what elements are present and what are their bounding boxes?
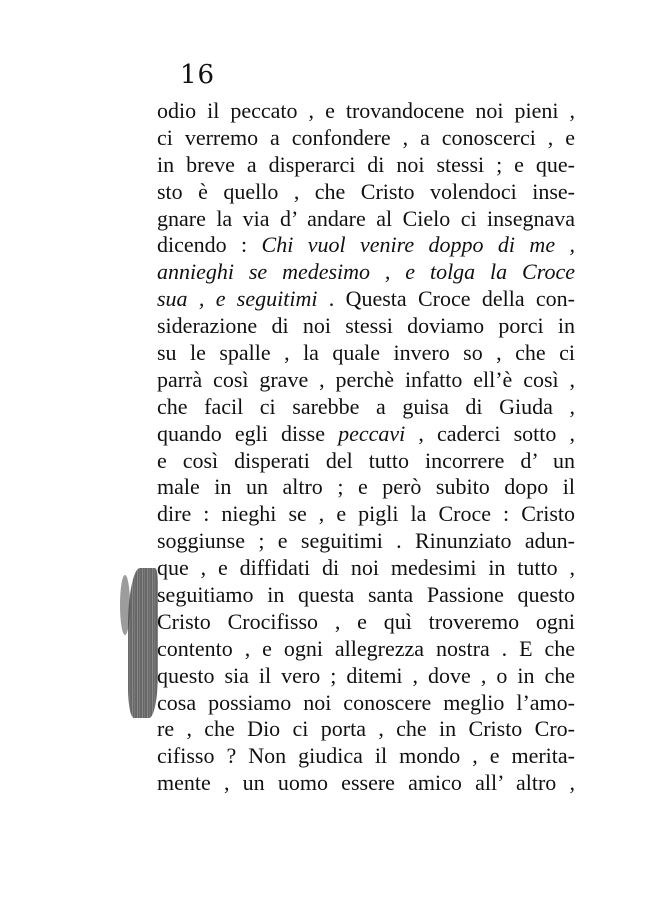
text-line: sua , e seguitimi . Questa Croce della con-: [157, 286, 575, 312]
text-line: seguitiamo in questa santa Passione questo: [157, 582, 575, 608]
text-line: dire : nieghi se , e pigli la Croce : Cristo: [157, 501, 575, 527]
text-line: male in un altro ; e però subito dopo il: [157, 474, 575, 500]
text-line: su le spalle , la quale invero so , che ci: [157, 340, 575, 366]
text-line: contento , e ogni allegrezza nostra . E che: [157, 635, 575, 661]
text-line: re , che Dio ci porta , che in Cristo Cro-: [157, 716, 575, 742]
ink-smudge-small: [120, 575, 130, 635]
text-line: in breve a disperarci di noi stessi ; e que-: [157, 151, 575, 177]
text-line: cifisso ? Non giudica il mondo , e merita-: [157, 743, 575, 769]
text-line: siderazione di noi stessi doviamo porci in: [157, 313, 575, 339]
text-line: cosa possiamo noi conoscere meglio l’amo-: [157, 689, 575, 715]
text-line: sto è quello , che Cristo volendoci inse-: [157, 178, 575, 204]
text-line: mente , un uomo essere amico all’ altro ,: [157, 770, 575, 796]
text-line: che facil ci sarebbe a guisa di Giuda ,: [157, 393, 575, 419]
ink-smudge: [128, 568, 158, 718]
text-line: Cristo Crocifisso , e quì troveremo ogni: [157, 608, 575, 634]
text-line: annieghi se medesimo , e tolga la Croce: [157, 259, 575, 285]
text-line: ci verremo a confondere , a conoscerci , e: [157, 124, 575, 150]
body-text: [157, 98, 575, 797]
text-line: e così disperati del tutto incorrere d’ un: [157, 447, 575, 473]
text-line: dicendo : Chi vuol venire doppo di me ,: [157, 232, 575, 258]
text-line: odio il peccato , e trovandocene noi pieni ,: [157, 98, 575, 123]
text-line: quando egli disse peccavi , caderci sotto ,: [157, 420, 575, 446]
text-line: questo sia il vero ; ditemi , dove , o in che: [157, 662, 575, 688]
text-line: parrà così grave , perchè infatto ell’è così ,: [157, 366, 575, 392]
text-line: soggiunse ; e seguitimi . Rinunziato adun-: [157, 528, 575, 554]
text-line: gnare la via d’ andare al Cielo ci insegnava: [157, 205, 575, 231]
text-line: que , e diffidati di noi medesimi in tutto ,: [157, 555, 575, 581]
page-number: 16: [180, 60, 216, 90]
